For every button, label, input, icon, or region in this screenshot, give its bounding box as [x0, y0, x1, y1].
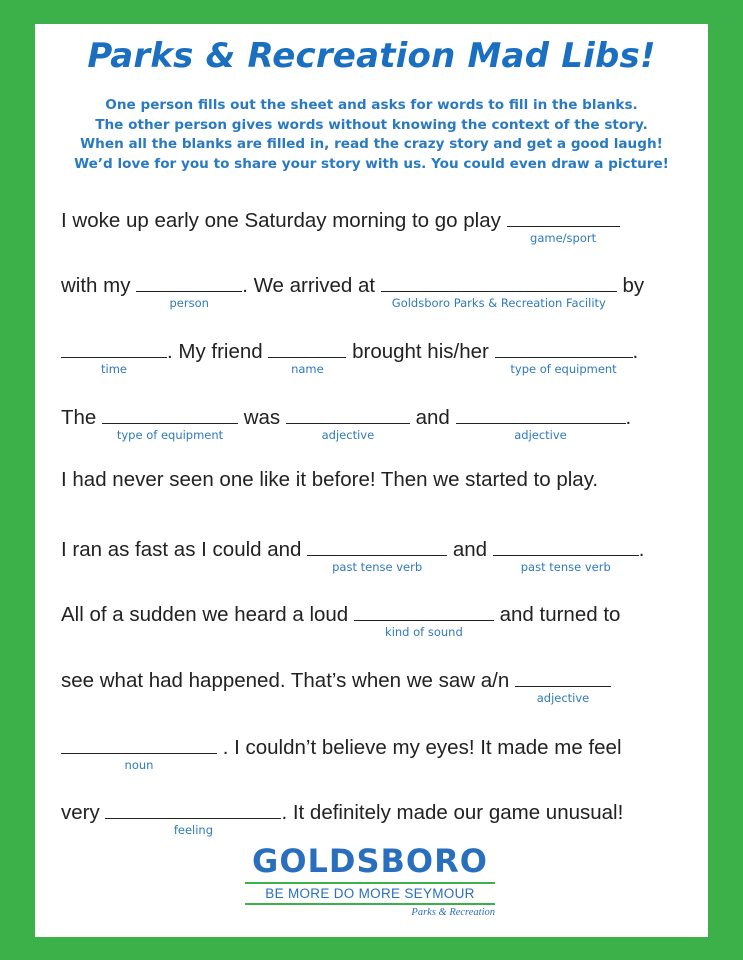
- story-text: and turned to: [493, 603, 621, 626]
- story-text: . My friend: [167, 340, 269, 363]
- blank-feeling[interactable]: [105, 798, 281, 837]
- hint-past-verb-2: past tense verb: [520, 560, 611, 574]
- blank-adjective-2[interactable]: [456, 403, 626, 442]
- hint-sound: kind of sound: [385, 625, 463, 639]
- hint-time: time: [101, 362, 127, 376]
- story-text: .: [625, 406, 632, 429]
- story-line-6: [61, 535, 645, 574]
- blank-person[interactable]: [136, 271, 242, 310]
- story-text: with my: [61, 274, 137, 297]
- story-line-1: [61, 206, 620, 245]
- story-text: see what had happened. That’s when we saw a/n: [61, 669, 515, 692]
- blank-sound[interactable]: [354, 600, 494, 639]
- hint-equipment-1: type of equipment: [510, 362, 617, 376]
- story-text: . We arrived at: [242, 274, 381, 297]
- story-text: The: [61, 406, 103, 429]
- blank-game-sport[interactable]: [507, 206, 620, 245]
- hint-noun: noun: [124, 758, 154, 772]
- logo-tagline: BE MORE DO MORE SEYMOUR: [245, 882, 495, 905]
- story-text: .: [638, 538, 645, 561]
- story-text: and: [447, 538, 493, 561]
- story-text: . I couldn’t believe my eyes! It made me feel: [217, 736, 622, 759]
- story-text: I ran as fast as I could and: [61, 538, 308, 561]
- story-line-10: [61, 798, 624, 837]
- hint-adjective-1: adjective: [321, 428, 375, 442]
- hint-game-sport: game/sport: [530, 231, 597, 245]
- blank-past-verb-1[interactable]: [307, 535, 447, 574]
- story-line-4: [61, 403, 632, 442]
- hint-adjective-3: adjective: [536, 691, 590, 705]
- blank-past-verb-2[interactable]: [493, 535, 639, 574]
- story-line-8: [61, 666, 611, 705]
- story-line-5: [61, 468, 598, 492]
- blank-facility[interactable]: [381, 271, 617, 310]
- story-text: was: [238, 406, 286, 429]
- blank-adjective-3[interactable]: [515, 666, 611, 705]
- instruction-line: One person fills out the sheet and asks for words to fill in the blanks.: [105, 97, 638, 113]
- story-text: . It definitely made our game unusual!: [281, 801, 624, 824]
- blank-equipment-2[interactable]: [102, 403, 238, 442]
- mad-libs-sheet: [35, 24, 708, 937]
- blank-noun[interactable]: [61, 733, 217, 772]
- story-text: by: [616, 274, 645, 297]
- story-text: I had never seen one like it before! Then we started to play.: [61, 468, 599, 491]
- blank-time[interactable]: [61, 337, 167, 376]
- hint-adjective-2: adjective: [514, 428, 567, 442]
- blank-name[interactable]: [268, 337, 346, 376]
- goldsboro-logo: [245, 842, 495, 922]
- story-text: brought his/her: [346, 340, 495, 363]
- page-title: Parks & Recreation Mad Libs!: [87, 36, 656, 76]
- blank-adjective-1[interactable]: [286, 403, 410, 442]
- instructions: [35, 96, 708, 174]
- hint-person: person: [169, 296, 209, 310]
- story-text: All of a sudden we heard a loud: [61, 603, 354, 626]
- story-text: very: [61, 801, 106, 824]
- story-text: I woke up early one Saturday morning to go play: [61, 209, 507, 232]
- hint-past-verb-1: past tense verb: [332, 560, 423, 574]
- story-line-7: [61, 600, 621, 639]
- hint-facility: Goldsboro Parks & Recreation Facility: [391, 296, 606, 310]
- story-line-9: [61, 733, 622, 772]
- hint-feeling: feeling: [173, 823, 214, 837]
- story-line-3: [61, 337, 639, 376]
- instruction-line: When all the blanks are filled in, read the crazy story and get a good laugh!: [80, 136, 663, 152]
- logo-subtitle: Parks & Recreation: [411, 907, 495, 918]
- instruction-line: The other person gives words without knowing the context of the story.: [95, 116, 648, 133]
- story-text: .: [632, 340, 639, 363]
- hint-name: name: [291, 362, 324, 376]
- blank-equipment-1[interactable]: [495, 337, 633, 376]
- logo-wordmark: GOLDSBORO: [252, 842, 488, 880]
- hint-equipment-2: type of equipment: [116, 428, 224, 442]
- story-text: and: [409, 406, 456, 429]
- instruction-line: We’d love for you to share your story with us. You could even draw a picture!: [74, 155, 669, 172]
- story-line-2: [61, 271, 645, 310]
